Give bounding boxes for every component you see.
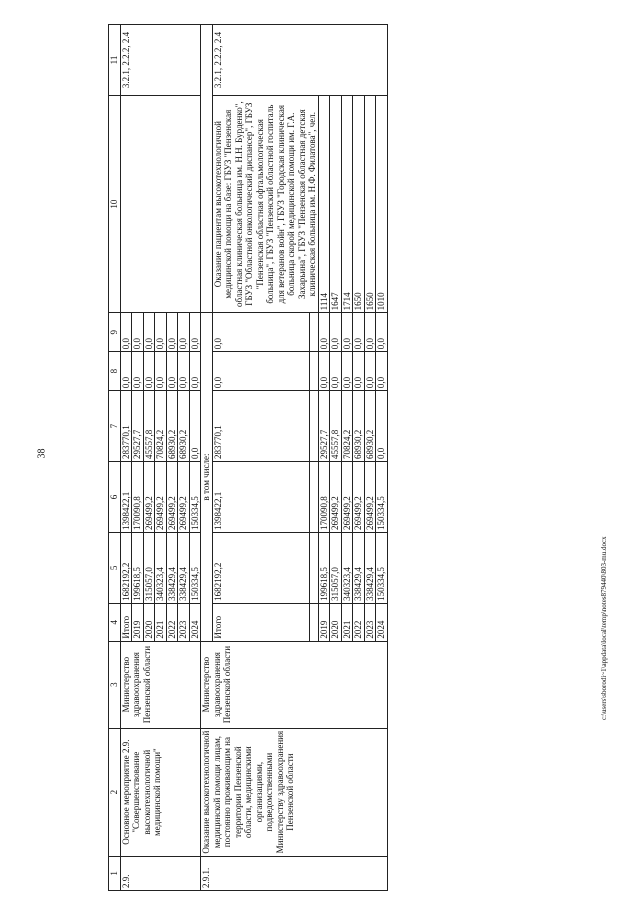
table-cell: 70824,2 <box>155 391 167 462</box>
table-cell <box>310 352 318 391</box>
table-cell: 0,0 <box>132 352 144 391</box>
table-cell: 68930,2 <box>353 391 365 462</box>
table-cell: 2020 <box>143 603 155 641</box>
table-cell: 1647 <box>330 95 342 312</box>
table-cell: Итого <box>120 603 132 641</box>
table-cell: 0,0 <box>212 352 310 391</box>
table-cell: 45557,8 <box>330 391 342 462</box>
table-cell: 2022 <box>353 603 365 641</box>
table-cell: 338429,4 <box>353 532 365 603</box>
table-cell: 315057,0 <box>330 532 342 603</box>
table-cell: 1714 <box>341 95 353 312</box>
table-cell: 29527,7 <box>132 391 144 462</box>
spacer <box>201 25 213 313</box>
event-executor: Министерство здравоохранения Пензенской области <box>120 641 201 728</box>
table-cell: 0,0 <box>132 313 144 352</box>
program-table <box>108 24 388 891</box>
footer-file-path: c:\users\sborodi~1\appdata\local\temp\notes879440\803-mu.docx <box>600 536 608 720</box>
sub-event-number: 2.9.1. <box>201 856 388 890</box>
table-cell: 269499,2 <box>353 462 365 533</box>
table-cell: 2023 <box>178 603 190 641</box>
table-cell: 1398422,1 <box>120 462 132 533</box>
table-cell: 0,0 <box>178 313 190 352</box>
table-cell: 0,0 <box>376 313 388 352</box>
table-cell: 340323,4 <box>155 532 167 603</box>
table-cell <box>310 391 318 462</box>
table-cell: 269499,2 <box>178 462 190 533</box>
column-number-8: 8 <box>109 352 121 391</box>
column-number-1: 1 <box>109 856 121 890</box>
column-number-2: 2 <box>109 728 121 856</box>
table-cell: 0,0 <box>143 313 155 352</box>
table-cell: 2024 <box>376 603 388 641</box>
table-cell: 1650 <box>353 95 365 312</box>
event-indicators: 3.2.1, 2.2.2, 2.4 <box>120 25 201 96</box>
column-number-6: 6 <box>109 462 121 533</box>
table-cell: 0,0 <box>166 313 178 352</box>
table-cell: 0,0 <box>178 352 190 391</box>
table-cell: 150334,5 <box>376 462 388 533</box>
table-cell: 68930,2 <box>364 391 376 462</box>
column-number-7: 7 <box>109 391 121 462</box>
table-cell <box>310 462 318 533</box>
column-number-10: 10 <box>109 95 121 312</box>
table-cell: 0,0 <box>364 313 376 352</box>
table-cell: 0,0 <box>341 313 353 352</box>
including-row <box>201 25 213 891</box>
table-row <box>120 25 132 891</box>
table-cell: 0,0 <box>120 352 132 391</box>
sub-event-name: Оказание высокотехнологичной медицинской помощи лицам, постоянно проживающим на территории Пензенской области, медицинскими организациями, подведомственными Министерству здравоохранения Пензенской области <box>201 728 388 856</box>
table-cell: 269499,2 <box>155 462 167 533</box>
table-cell: 269499,2 <box>341 462 353 533</box>
table-cell <box>310 603 318 641</box>
table-cell: 68930,2 <box>178 391 190 462</box>
table-cell <box>310 313 318 352</box>
table-cell: 1682192,2 <box>120 532 132 603</box>
rotated-table-wrapper <box>108 24 388 891</box>
table-cell: 2021 <box>341 603 353 641</box>
column-number-3: 3 <box>109 641 121 728</box>
sub-event-indicators: 3.2.1, 2.2.2, 2.4 <box>212 25 387 96</box>
table-cell: 45557,8 <box>143 391 155 462</box>
table-cell: 0,0 <box>330 352 342 391</box>
table-cell: 0,0 <box>166 352 178 391</box>
table-cell: 199618,5 <box>318 532 330 603</box>
table-cell: 0,0 <box>341 352 353 391</box>
sub-event-executor: Министерство здравоохранения Пензенской области <box>201 641 388 728</box>
event-result <box>120 95 201 312</box>
table-cell: 2020 <box>330 603 342 641</box>
table-cell: 340323,4 <box>341 532 353 603</box>
table-cell: 0,0 <box>189 313 201 352</box>
column-number-9: 9 <box>109 313 121 352</box>
table-cell: 2024 <box>189 603 201 641</box>
table-cell <box>310 532 318 603</box>
table-cell: 29527,7 <box>318 391 330 462</box>
table-cell: 0,0 <box>120 313 132 352</box>
table-cell: 315057,0 <box>143 532 155 603</box>
table-cell: 269499,2 <box>330 462 342 533</box>
table-cell: 2019 <box>318 603 330 641</box>
event-number: 2.9. <box>120 856 201 890</box>
table-cell: 0,0 <box>353 313 365 352</box>
table-cell: 338429,4 <box>178 532 190 603</box>
table-cell: 283770,1 <box>212 391 310 462</box>
table-cell: 68930,2 <box>166 391 178 462</box>
header-row <box>109 25 121 891</box>
table-cell: 0,0 <box>143 352 155 391</box>
table-cell: 338429,4 <box>364 532 376 603</box>
table-cell: 1114 <box>318 95 330 312</box>
table-cell: 2019 <box>132 603 144 641</box>
table-cell: 2021 <box>155 603 167 641</box>
table-cell: 0,0 <box>189 352 201 391</box>
column-number-4: 4 <box>109 603 121 641</box>
table-cell: 269499,2 <box>364 462 376 533</box>
table-cell: 1682192,2 <box>212 532 310 603</box>
table-cell: 0,0 <box>376 352 388 391</box>
event-name: Основное мероприятие 2.9. "Совершенствование высокотехнологичной медицинской помощи" <box>120 728 201 856</box>
table-cell: 0,0 <box>353 352 365 391</box>
table-cell: 2023 <box>364 603 376 641</box>
table-cell: 150334,5 <box>189 532 201 603</box>
table-cell: 338429,4 <box>166 532 178 603</box>
table-cell: 0,0 <box>318 313 330 352</box>
page-number: 38 <box>36 448 48 459</box>
table-cell: 170090,8 <box>132 462 144 533</box>
table-cell: 150334,5 <box>189 462 201 533</box>
table-cell: 0,0 <box>330 313 342 352</box>
table-cell: Итого <box>212 603 310 641</box>
column-number-5: 5 <box>109 532 121 603</box>
table-cell: 0,0 <box>189 391 201 462</box>
table-cell: 283770,1 <box>120 391 132 462</box>
table-cell: 0,0 <box>364 352 376 391</box>
table-cell: 1398422,1 <box>212 462 310 533</box>
table-cell: 0,0 <box>155 352 167 391</box>
table-cell: 0,0 <box>318 352 330 391</box>
table-cell: 0,0 <box>155 313 167 352</box>
table-cell: 70824,2 <box>341 391 353 462</box>
table-cell: 199618,5 <box>132 532 144 603</box>
table-cell: 269499,2 <box>143 462 155 533</box>
table-cell: 1650 <box>364 95 376 312</box>
table-cell: 0,0 <box>212 313 310 352</box>
table-cell: 150334,5 <box>376 532 388 603</box>
table-cell: 0,0 <box>376 391 388 462</box>
column-number-11: 11 <box>109 25 121 96</box>
table-cell: 269499,2 <box>166 462 178 533</box>
table-cell: 2022 <box>166 603 178 641</box>
table-cell: 1010 <box>376 95 388 312</box>
including-label: в том числе: <box>201 313 213 641</box>
table-cell: 170090,8 <box>318 462 330 533</box>
sub-event-result: Оказание пациентам высокотехнологичной медицинской помощи на базе: ГБУЗ "Пензенская областная клиническая больница им. Н.Н. Бурденко", ГБУЗ "Областной онкологический диспансер", ГБУЗ "Пензенская областная офтальмологическая больница", ГБУЗ "Пензенский областной госпиталь для ветеранов войн", ГБУЗ "Городская клиническая больница скорой медицинской помощи им. Г.А. Захарьина", ГБУЗ "Пензенская областная детская клиническая больница им. Н.Ф. Филатова", чел. <box>212 95 318 312</box>
